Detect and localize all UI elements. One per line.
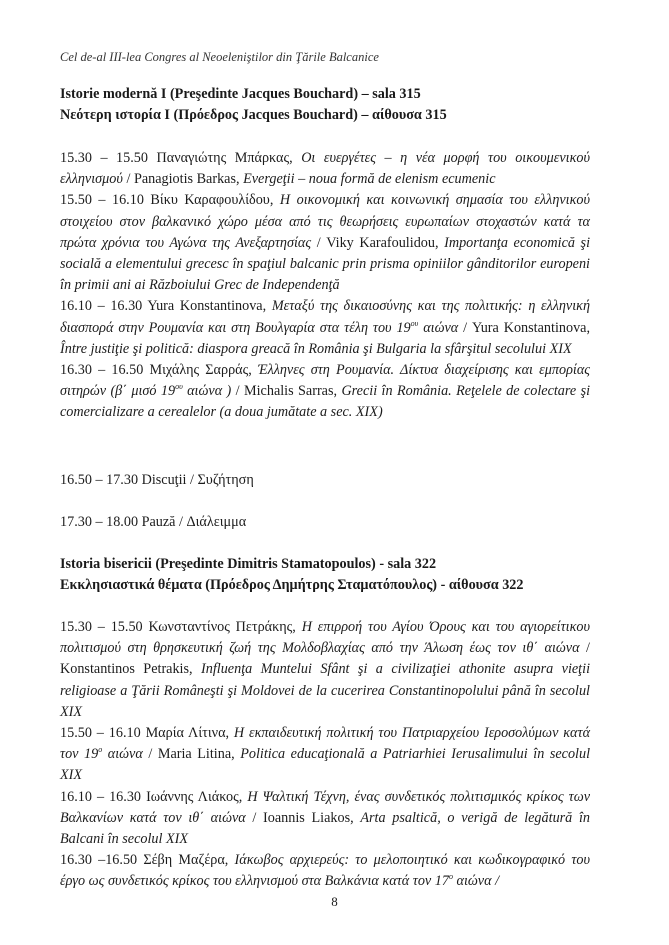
session-entry [60, 296, 590, 360]
separator: / [126, 171, 131, 188]
session-entry [60, 190, 590, 296]
paper-title-gr: Η εκπαιδευτική πολιτική του Πατριαρχείου Ιεροσολύμων κατά τον $19^o$ αιώνα [60, 725, 591, 763]
paper-title-ro: Influenţa Muntelui Sfânt şi a civilizaţiei athonite asupra vieţii religioase a Ţării Româneşti şi Moldovei de la cucerirea Constantinopolului până în secolul XIX [60, 661, 591, 720]
paper-title-gr: Η οικονομική και κοινωνική σημασία του ελληνικού στοιχείου στον βαλκανικό χώρο μέσα από τις θεωρήσεις ευρωπαίων στοχαστών κατά τα πρώτα χρόνια του Αγώνα της Ανεξαρτησίας [60, 192, 591, 251]
section-church-history [60, 554, 590, 596]
author-ro: Yura Konstantinova, [472, 319, 591, 336]
paper-title-gr: Ιάκωβος αρχιερεύς: το μελοποιητικό και κωδικογραφικό του έργο ως συνδετικός κρίκος του ελληνισμού στα Βαλκάνια κατά τον $17^o$ αιώνα / [60, 852, 591, 890]
separator: / [148, 746, 153, 763]
paper-title-gr: Οι ευεργέτες – η νέα μορφή του οικουμενικού ελληνισμού [60, 150, 591, 188]
session-entry [60, 850, 590, 892]
author-gr: Κωνσταντίνος Πετράκης, [148, 619, 296, 635]
section-title-ro: Istorie modernă I (Preşedinte Jacques Bouchard) – sala 315 [60, 86, 421, 102]
session-time: 16.10 – 16.30 [60, 788, 142, 805]
author-ro: Michalis Sarras, [244, 383, 338, 400]
session-entry [60, 360, 590, 424]
session-time: 16.30 – 16.50 [60, 362, 144, 379]
author-gr: Yura Konstantinova, [147, 298, 267, 315]
break-time: 16.50 – 17.30 [60, 472, 139, 488]
separator: / [252, 809, 257, 826]
section-title-gr: Εκκλησιαστικά θέματα (Πρόεδρος Δημήτρης Σταματόπουλος) - αίθουσα 322 [60, 577, 524, 593]
paper-title-ro: Politica educaţională a Patriarhiei Ierusalimului în secolul XIX [60, 746, 591, 784]
break-discussion [60, 470, 590, 491]
session-entry [60, 148, 590, 190]
session-list-modern-history [60, 148, 590, 424]
author-gr: Σέβη Μαζέρα, [143, 852, 229, 869]
paper-title-ro: Între justiţie şi politică: diaspora greacă în România şi Bulgaria la sfârşitul secolului XIX [60, 340, 572, 357]
break-time: 17.30 – 18.00 [60, 514, 139, 530]
separator: / [463, 319, 468, 336]
author-gr: Βίκυ Καραφουλίδου, [150, 192, 274, 209]
author-gr: Μαρία Λίτινα, [145, 725, 230, 742]
author-gr: Παναγιώτης Μπάρκας, [156, 150, 293, 166]
author-gr: Μιχάλης Σαρράς, [149, 362, 252, 379]
section-modern-history [60, 84, 590, 126]
session-time: 15.50 – 16.10 [60, 725, 141, 742]
separator: / [586, 640, 590, 657]
session-time: 15.30 – 15.50 [60, 619, 143, 635]
break-pause [60, 512, 590, 533]
paper-title-gr: Η επιρροή του Αγίου Όρους και του αγιορείτικου πολιτισμού στη θρησκευτική ζωή της Μολδοβλαχίας από την Άλωση έως τον ιθ΄ αιώνα [60, 619, 591, 657]
separator: / [316, 234, 321, 251]
session-list-church-history [60, 617, 590, 893]
page-number: 8 [331, 894, 338, 909]
author-ro: Viky Karafoulidou, [326, 234, 439, 251]
author-gr: Ιωάννης Λιάκος, [146, 788, 243, 805]
separator: / [235, 383, 240, 400]
session-time: 15.50 – 16.10 [60, 192, 144, 209]
paper-title-gr: Μεταξύ της δικαιοσύνης και της πολιτικής: η ελληνική διασπορά στην Ρουμανία και στη Βουλγαρία στα τέλη του $19^{o\upsilon}$ αιώνα [60, 298, 591, 336]
session-time: 16.30 –16.50 [60, 852, 138, 869]
running-header: Cel de-al III-lea Congres al Neoeleniştilor din Ţările Balcanice [60, 50, 379, 64]
paper-title-ro: Evergeţii – noua formă de elenism ecumenic [243, 171, 496, 188]
break-label: Discuţii / Συζήτηση [141, 472, 254, 488]
session-entry [60, 787, 590, 851]
author-ro: Panagiotis Barkas, [133, 171, 240, 188]
session-entry [60, 617, 590, 723]
author-ro: Ioannis Liakos, [263, 809, 354, 826]
paper-title-ro: Grecii în România. Reţelele de colectare şi comercializare a cerealelor (a doua jumătate a sec. XIX) [60, 383, 591, 421]
paper-title-gr: Η Ψαλτική Τέχνη, ένας συνδετικός πολιτισμικός κρίκος των Βαλκανίων κατά τον ιθ΄ αιώνα [60, 788, 591, 826]
break-label: Pauză / Διάλειμμα [141, 514, 247, 530]
session-entry [60, 723, 590, 787]
session-time: 16.10 – 16.30 [60, 298, 143, 315]
paper-title-ro: Arta psaltică, o verigă de legătură în Balcani în secolul XIX [60, 809, 590, 848]
author-ro: Maria Litina, [157, 746, 235, 763]
author-ro: Konstantinos Petrakis, [60, 661, 193, 678]
section-title-ro: Istoria bisericii (Preşedinte Dimitris Stamatopoulos) - sala 322 [60, 556, 437, 572]
paper-title-ro: Importanţa economică şi socială a elementului grecesc în spaţiul balcanic prin prisma opiniilor gânditorilor europeni în primii ani ai Războiului Grec de Independenţă [60, 234, 591, 294]
session-time: 15.30 – 15.50 [60, 150, 148, 166]
paper-title-gr: Έλληνες στη Ρουμανία. Δίκτυα διαχείρισης και εμπορίας σιτηρών (β΄ μισό $19^{o\upsilon}$ αιώνα ) [60, 362, 591, 400]
section-title-gr: Νεότερη ιστορία Ι (Πρόεδρος Jacques Bouchard) – αίθουσα 315 [60, 107, 447, 123]
